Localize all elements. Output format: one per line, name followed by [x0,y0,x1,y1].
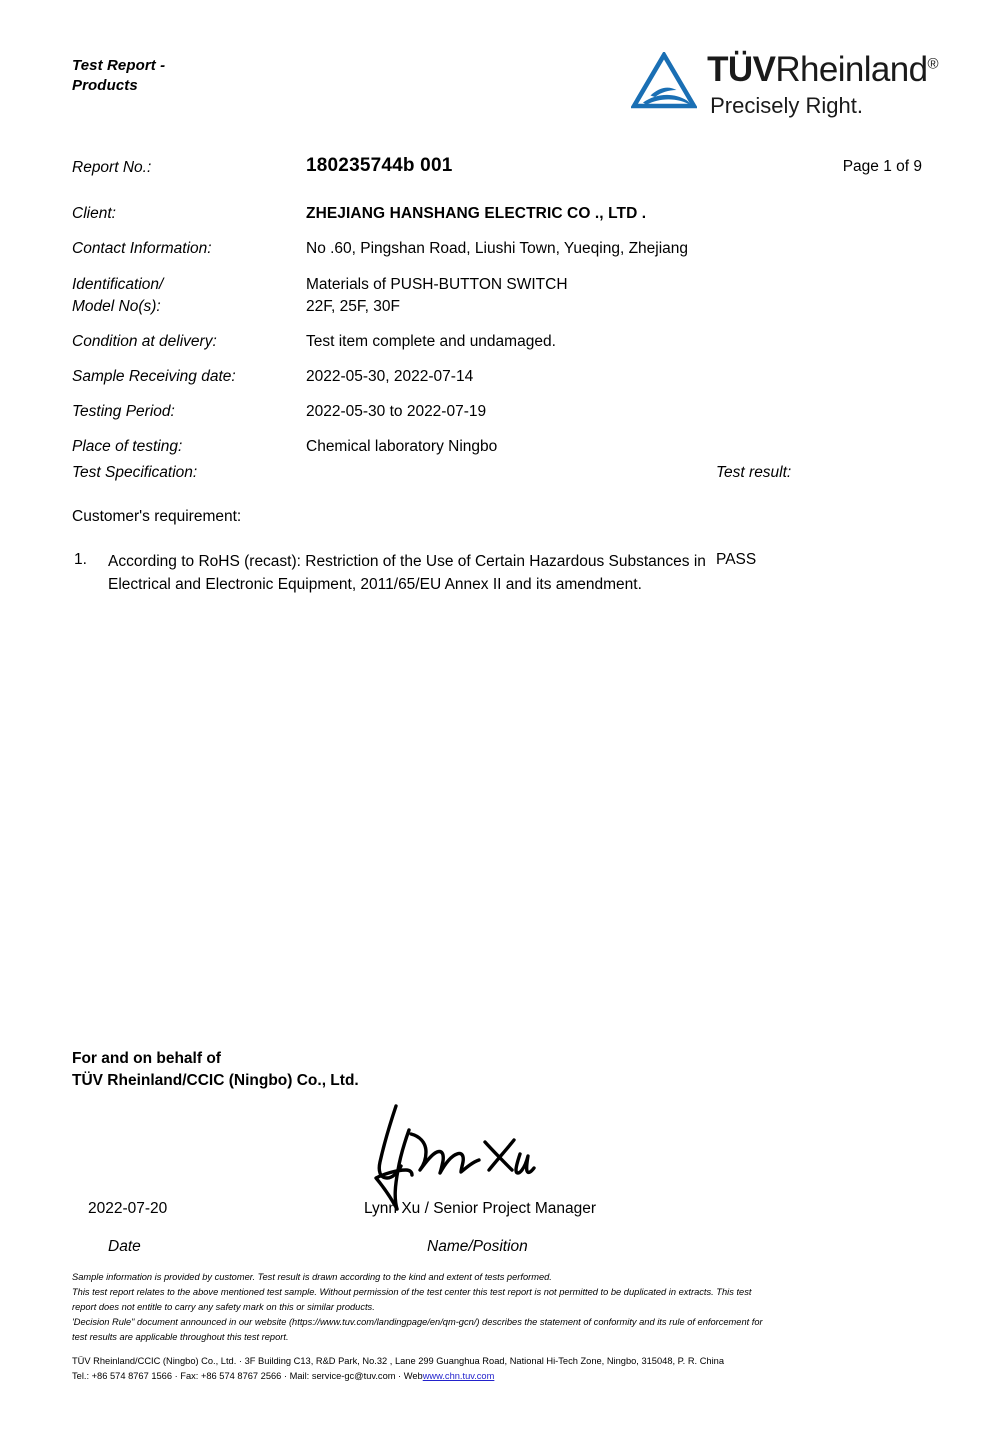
specification-item [72,551,928,597]
document-type-line-2: Products [72,76,138,94]
tuv-rheinland-logo [631,50,938,118]
report-number-row [72,155,928,185]
logo-word-tuv: TÜV [707,50,776,89]
info-row-client [72,203,928,225]
client-value: ZHEJIANG HANSHANG ELECTRIC CO ., LTD . [306,205,647,222]
date-caption: Date [108,1238,141,1255]
footer-address [72,1354,944,1384]
condition-at-delivery-label: Condition at delivery: [72,333,217,350]
test-specification-section [72,464,928,597]
logo-tagline: Precisely Right. [710,93,863,118]
place-of-testing-label: Place of testing: [72,438,183,455]
footer-disclaimer [72,1270,944,1345]
disclaimer-line-3: report does not entitle to carry any safety mark on this or similar products. [72,1302,375,1313]
identification-value: Materials of PUSH-BUTTON SWITCH [306,276,568,293]
page-indicator: Page 1 of 9 [842,158,922,175]
report-number-value: 180235744b 001 [306,155,453,176]
condition-at-delivery-value: Test item complete and undamaged. [306,333,556,350]
specification-item-number: 1. [74,551,87,568]
place-of-testing-value: Chemical laboratory Ningbo [306,438,498,455]
company-contact-line [72,1369,944,1384]
contact-information-label: Contact Information: [72,240,212,257]
contact-details-text: Tel.: +86 574 8767 1566 · Fax: +86 574 8767 2566 · Mail: service-gc@tuv.com · Web [72,1371,423,1382]
report-number-label: Report No.: [72,159,152,176]
client-label: Client: [72,205,116,222]
specification-item-result: PASS [716,551,757,568]
model-no-label: Model No(s): [72,298,161,315]
identification-model-label [72,274,306,318]
logo-word-rheinland: Rheinland [775,50,928,89]
model-no-value: 22F, 25F, 30F [306,298,400,315]
signature-date: 2022-07-20 [88,1200,168,1217]
info-row-condition [72,331,928,353]
test-specification-label: Test Specification: [72,464,198,481]
sample-receiving-date-label: Sample Receiving date: [72,368,236,385]
sample-receiving-date-value: 2022-05-30, 2022-07-14 [306,368,474,385]
specification-item-text: According to RoHS (recast): Restriction of the Use of Certain Hazardous Substances in Electrical and Electronic Equipment, 2011/65/EU Annex II and its amendment. [108,553,706,593]
signature-block [72,1048,928,1263]
website-link[interactable]: www.chn.tuv.com [422,1371,495,1382]
info-row-contact [72,238,928,260]
test-result-label: Test result: [716,464,792,481]
disclaimer-line-2: This test report relates to the above mentioned test sample. Without permission of the test center this test report is not permitted to be duplicated in extracts. This test [72,1287,752,1298]
document-type-line-1: Test Report - [72,57,166,74]
report-info-table [72,203,928,471]
tuv-rheinland-triangle-icon [631,52,697,112]
disclaimer-line-5: test results are applicable throughout this test report. [72,1332,289,1343]
on-behalf-of-text [72,1048,928,1093]
logo-text [707,50,938,118]
name-position-caption: Name/Position [427,1238,528,1255]
signatory-name-position: Lynn Xu / Senior Project Manager [364,1200,597,1217]
disclaimer-line-1: Sample information is provided by customer. Test result is drawn according to the kind and extent of tests performed. [72,1272,552,1282]
identification-label: Identification/ [72,276,164,293]
page-header [72,50,938,146]
on-behalf-line-2: TÜV Rheinland/CCIC (Ningbo) Co., Ltd. [72,1072,359,1090]
info-row-identification [72,274,928,318]
info-row-sample-receiving [72,366,928,388]
testing-period-label: Testing Period: [72,403,175,420]
handwritten-signature [354,1104,554,1214]
logo-wordmark [707,52,938,87]
test-specification-header [72,464,928,486]
customer-requirement-subheading: Customer's requirement: [72,508,242,525]
disclaimer-line-4: 'Decision Rule" document announced in our website (https://www.tuv.com/landingpage/en/qm-gcn/) describes the statement of conformity and its rule of enforcement for [72,1317,763,1328]
contact-information-value: No .60, Pingshan Road, Liushi Town, Yueqing, Zhejiang [306,240,689,257]
company-address-line: TÜV Rheinland/CCIC (Ningbo) Co., Ltd. · 3F Building C13, R&D Park, No.32 , Lane 299 Guanghua Road, National Hi-Tech Zone, Ningbo, 315048, P. R. China [72,1356,724,1366]
registered-trademark-icon: ® [927,55,938,73]
testing-period-value: 2022-05-30 to 2022-07-19 [306,403,487,420]
info-row-testing-period [72,401,928,423]
identification-model-value [306,274,928,318]
on-behalf-line-1: For and on behalf of [72,1050,221,1067]
info-row-place-of-testing [72,436,928,458]
